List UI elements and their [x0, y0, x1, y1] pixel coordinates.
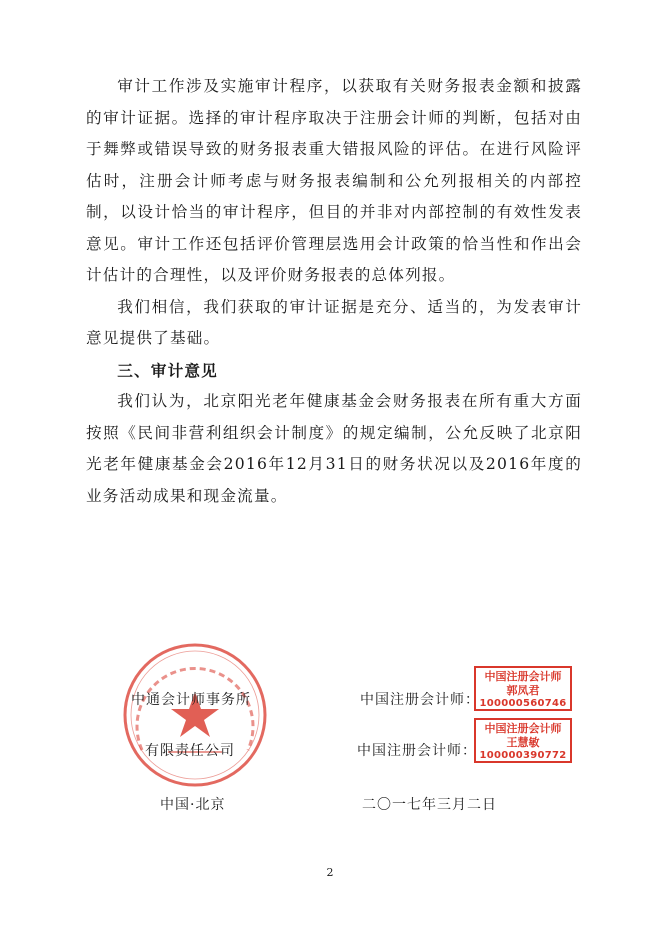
cpa-stamp-1 [474, 666, 572, 711]
signature-date: 二〇一七年三月二日 [362, 797, 497, 813]
paragraph-evidence-basis: 我们相信，我们获取的审计证据是充分、适当的，为发表审计意见提供了基础。 [86, 297, 582, 347]
cpa-stamp-title: 中国注册会计师 [484, 670, 562, 683]
paragraph-audit-opinion: 我们认为，北京阳光老年健康基金会财务报表在所有重大方面按照《民间非营利组织会计制度》的规定编制，公允反映了北京阳光老年健康基金会2016年12月31日的财务状况以及2016年度的业务活动成果和现金流量。 [86, 392, 582, 505]
firm-seal [120, 640, 270, 790]
firm-name-line2: 有限责任公司 [145, 743, 235, 759]
cpa-stamp-name: 王慧敏 [506, 736, 540, 749]
cpa-stamp-title: 中国注册会计师 [484, 722, 562, 735]
cpa-stamp-2 [474, 718, 572, 763]
section-heading-audit-opinion: 三、审计意见 [117, 360, 218, 380]
firm-city: 中国·北京 [160, 797, 226, 813]
cpa-stamp-number: 100000560746 [479, 698, 567, 709]
report-body [86, 71, 582, 512]
cpa-label-1: 中国注册会计师： [360, 692, 480, 708]
cpa-stamp-name: 郭凤君 [506, 684, 540, 697]
cpa-stamp-number: 100000390772 [479, 750, 567, 761]
paragraph-audit-work: 审计工作涉及实施审计程序，以获取有关财务报表金额和披露的审计证据。选择的审计程序取决于注册会计师的判断，包括对由于舞弊或错误导致的财务报表重大错报风险的评估。在进行风险评估时，注册会计师考虑与财务报表编制和公允列报相关的内部控制，以设计恰当的审计程序，但目的并非对内部控制的有效性发表意见。审计工作还包括评价管理层选用会计政策的恰当性和作出会计估计的合理性，以及评价财务报表的总体列报。 [86, 77, 582, 284]
page-number: 2 [326, 866, 334, 879]
cpa-label-2: 中国注册会计师： [357, 743, 477, 759]
firm-name-line1: 中通会计师事务所 [131, 692, 251, 708]
